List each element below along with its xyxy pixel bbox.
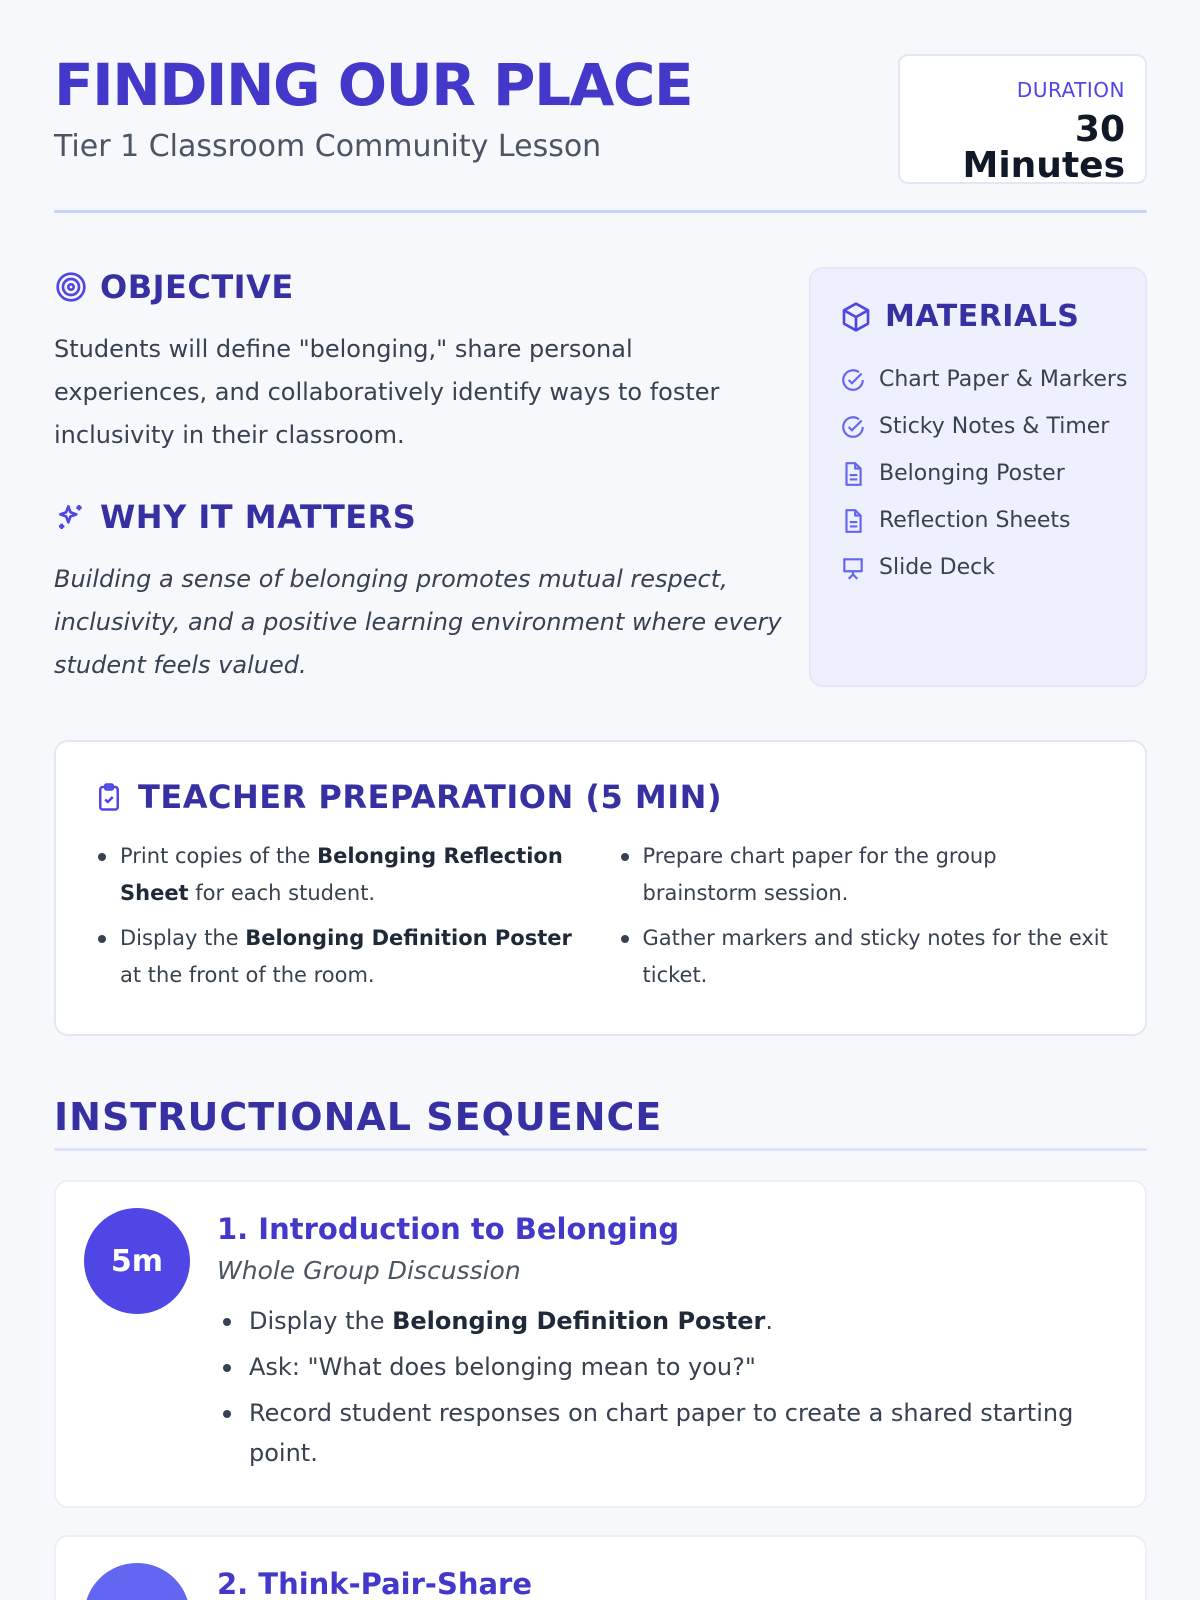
bullet: [223, 1364, 231, 1372]
step-item-text: Ask: "What does belonging mean to you?": [249, 1353, 756, 1382]
materials-item-label: Reflection Sheets: [879, 508, 1071, 533]
step-list-item: [217, 1393, 1117, 1473]
prep-item-text: Display the Belonging Definition Poster at the front of the room.: [120, 926, 572, 987]
objective-text: Students will define "belonging," share personal experiences, and collaboratively identify ways to foster inclusivity in their classroom.: [54, 335, 720, 449]
bullet: [98, 935, 106, 943]
why-it-matters-text: Building a sense of belonging promotes mutual respect, inclusivity, and a positive learning environment where every student feels valued.: [54, 565, 782, 679]
materials-title: MATERIALS: [885, 299, 1080, 334]
bullet: [223, 1318, 231, 1326]
materials-item: [839, 450, 1145, 497]
materials-card: [809, 267, 1147, 687]
materials-item: [839, 544, 1145, 591]
step-title: 1. Introduction to Belonging: [217, 1212, 680, 1246]
materials-item-label: Slide Deck: [879, 555, 995, 580]
page-subtitle: Tier 1 Classroom Community Lesson: [54, 129, 602, 164]
step-body: [217, 1212, 1117, 1479]
prep-item-text: Gather markers and sticky notes for the exit ticket.: [642, 926, 1108, 987]
duration-label: DURATION: [1016, 78, 1125, 102]
step-list: [217, 1301, 1117, 1473]
materials-item-label: Chart Paper & Markers: [879, 367, 1128, 392]
materials-item: [839, 356, 1145, 403]
prep-item-text: Print copies of the Belonging Reflection Sheet for each student.: [120, 844, 563, 905]
page-title: FINDING OUR PLACE: [54, 51, 693, 119]
prep-item-text: Prepare chart paper for the group brainstorm session.: [642, 844, 997, 905]
duration-card: [898, 54, 1147, 184]
step-list-item: [217, 1347, 1117, 1387]
teacher-preparation-list: [92, 838, 1109, 994]
why-it-matters-title: WHY IT MATTERS: [100, 498, 417, 536]
instructional-sequence-title: INSTRUCTIONAL SEQUENCE: [54, 1095, 663, 1139]
materials-heading: [839, 299, 1145, 334]
prep-item: [92, 920, 587, 994]
check-circle-icon: [839, 413, 867, 441]
bullet: [621, 935, 629, 943]
box-icon: [839, 300, 873, 334]
sequence-step: [54, 1535, 1147, 1600]
header: [54, 51, 1147, 186]
step-title: 2. Think-Pair-Share: [217, 1567, 533, 1600]
teacher-preparation-card: [54, 740, 1147, 1036]
teacher-preparation-title: TEACHER PREPARATION (5 MIN): [138, 778, 723, 816]
sequence-divider: [54, 1148, 1147, 1151]
check-circle-icon: [839, 366, 867, 394]
materials-item-label: Sticky Notes & Timer: [879, 414, 1110, 439]
step-grouping: Whole Group Discussion: [217, 1255, 521, 1285]
bullet: [621, 853, 629, 861]
duration-value: 30 Minutes: [962, 109, 1125, 186]
clipboard-check-icon: [92, 780, 126, 814]
prep-item: [615, 838, 1110, 912]
materials-list: [839, 356, 1145, 591]
sparkles-icon: [54, 500, 88, 534]
step-duration-badge: [84, 1563, 190, 1600]
bullet: [223, 1410, 231, 1418]
prep-item: [615, 920, 1110, 994]
document-icon: [839, 507, 867, 535]
objective-title: OBJECTIVE: [100, 268, 294, 306]
step-item-text: Record student responses on chart paper to create a shared starting point.: [249, 1399, 1074, 1468]
document-icon: [839, 460, 867, 488]
materials-item: [839, 497, 1145, 544]
objective-heading: [54, 268, 774, 306]
step-body: [217, 1567, 1117, 1600]
step-item-text: Display the Belonging Definition Poster.: [249, 1307, 774, 1336]
step-list-item: [217, 1301, 1117, 1341]
objective-section: [54, 268, 774, 457]
why-it-matters-section: [54, 498, 794, 687]
why-it-matters-heading: [54, 498, 794, 536]
step-duration-badge: 5m: [84, 1208, 190, 1314]
header-divider: [54, 210, 1147, 213]
bullet: [98, 853, 106, 861]
target-icon: [54, 270, 88, 304]
prep-item: [92, 838, 587, 912]
teacher-preparation-heading: [92, 778, 1109, 816]
materials-item: [839, 403, 1145, 450]
sequence-step: [54, 1180, 1147, 1508]
presentation-icon: [839, 554, 867, 582]
materials-item-label: Belonging Poster: [879, 461, 1065, 486]
